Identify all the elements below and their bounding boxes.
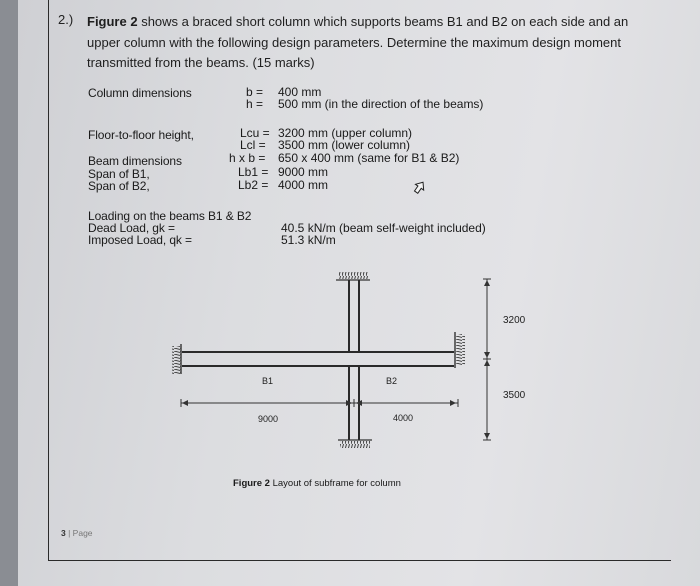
loading-heading: Loading on the beams B1 & B2 — [88, 209, 252, 223]
upper-height-label: 3200 — [503, 315, 526, 326]
b-symbol: b = — [246, 85, 264, 99]
lb1-symbol: Lb1 = — [238, 165, 269, 179]
span1-arrow-left — [182, 400, 188, 406]
lb2-symbol: Lb2 = — [238, 178, 269, 192]
beam-b1-label: B1 — [262, 376, 274, 386]
bottom-support-hatch — [340, 441, 370, 448]
hxb-value: 650 x 400 mm (same for B1 & B2) — [278, 151, 460, 165]
figure-reference: Figure 2 — [87, 14, 138, 29]
lb1-value: 9000 mm — [278, 165, 329, 179]
span-b1-label: Span of B1, — [88, 167, 150, 181]
h-value: 500 mm (in the direction of the beams) — [278, 97, 484, 111]
h-symbol: h = — [246, 97, 264, 111]
lcu-value: 3200 mm (upper column) — [278, 126, 413, 140]
dead-load-value: 40.5 kN/m (beam self-weight included) — [281, 221, 486, 235]
hxb-symbol: h x b = — [229, 151, 266, 165]
lcl-value: 3500 mm (lower column) — [278, 138, 411, 152]
caption-figure-ref: Figure 2 — [233, 478, 270, 489]
imposed-load-value: 51.3 kN/m — [281, 233, 336, 247]
floor-height-label: Floor-to-floor height, — [88, 128, 194, 142]
span-b2-label: Span of B2, — [88, 179, 150, 193]
imposed-load-label: Imposed Load, qk = — [88, 233, 192, 247]
upper-height-arrow-bottom — [484, 352, 490, 358]
dead-load-label: Dead Load, gk = — [88, 221, 175, 235]
lower-height-label: 3500 — [503, 390, 526, 401]
beam-b2-label: B2 — [386, 376, 398, 386]
caption-text: Layout of subframe for column — [272, 478, 401, 489]
page-number: 3 — [61, 528, 66, 538]
column-dimensions-label: Column dimensions — [88, 86, 192, 100]
span2-dimension-label: 4000 — [393, 413, 414, 423]
lcl-symbol: Lcl = — [240, 138, 266, 152]
b-value: 400 mm — [278, 85, 322, 99]
lb2-value: 4000 mm — [278, 178, 329, 192]
lcu-symbol: Lcu = — [240, 126, 270, 140]
lower-height-arrow-bottom — [484, 433, 490, 439]
right-wall-hatch — [456, 334, 465, 366]
left-wall-hatch — [172, 346, 181, 374]
upper-height-arrow-top — [484, 280, 490, 286]
figure-caption — [233, 478, 401, 489]
span1-dimension-label: 9000 — [258, 414, 279, 424]
lower-height-arrow-top — [484, 360, 490, 366]
page-word: Page — [72, 528, 93, 538]
beam-dimensions-label: Beam dimensions — [88, 154, 182, 168]
question-number: 2.) — [58, 12, 74, 27]
span2-arrow-right — [450, 400, 456, 406]
top-support-hatch — [338, 272, 368, 279]
question-body: shows a braced short column which supports beams B1 and B2 on each side and an upper column with the following design parameters. Determine the maximum design moment transmitted from the beams. (15 marks) — [87, 14, 629, 70]
page-footer: 3 | Page — [61, 528, 93, 538]
